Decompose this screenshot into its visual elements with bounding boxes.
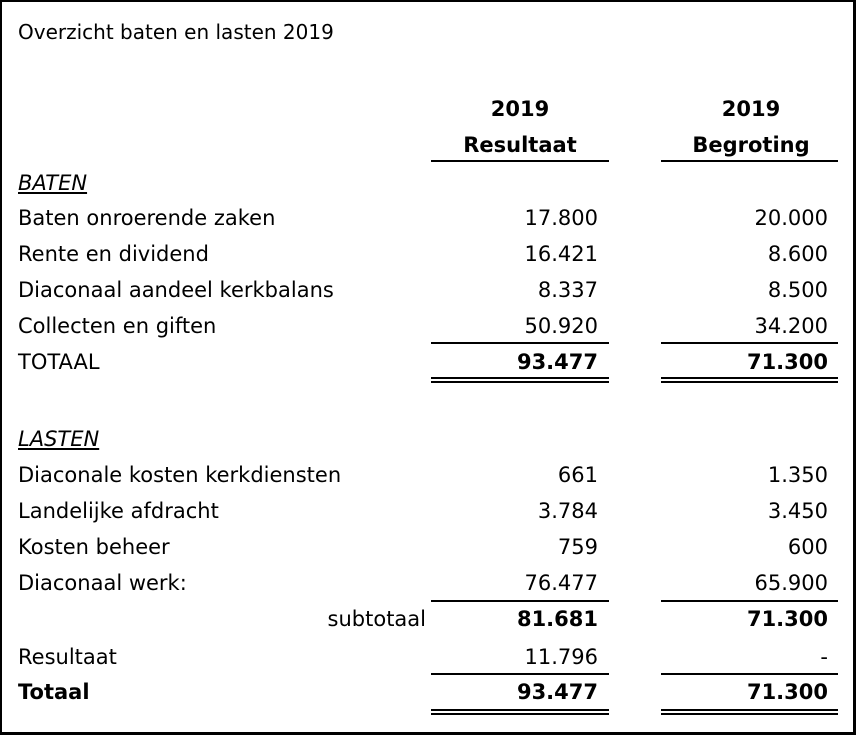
column-header-begroting-year: 2019	[721, 97, 781, 121]
total-rule-resultaat	[431, 673, 609, 675]
total-value-begroting: 71.300	[746, 680, 828, 704]
subtotal-value-resultaat: 81.681	[516, 607, 598, 631]
row-value-begroting: 34.200	[754, 314, 828, 338]
subtotal-value-begroting: 71.300	[746, 607, 828, 631]
total-label: Totaal	[18, 680, 90, 704]
row-value-resultaat: 50.920	[524, 314, 598, 338]
row-label: Landelijke afdracht	[18, 499, 219, 523]
double-rule-bottom-resultaat	[431, 381, 609, 383]
double-rule-top-resultaat	[431, 709, 609, 711]
row-label: Rente en dividend	[18, 242, 209, 266]
row-label: Diaconaal aandeel kerkbalans	[18, 278, 334, 302]
subtotal-rule-resultaat	[431, 600, 609, 602]
total-value-resultaat: 93.477	[516, 350, 598, 374]
row-value-resultaat: 16.421	[524, 242, 598, 266]
row-value-resultaat: 661	[557, 463, 598, 487]
double-rule-top-begroting	[661, 709, 838, 711]
row-value-begroting: 8.600	[767, 242, 828, 266]
section-heading-lasten: LASTEN	[18, 427, 100, 451]
column-header-resultaat: Resultaat	[463, 133, 577, 157]
header-underline-begroting	[661, 160, 838, 162]
row-value-resultaat: 759	[557, 535, 598, 559]
row-label: Collecten en giften	[18, 314, 217, 338]
header-underline-resultaat	[431, 160, 609, 162]
row-value-begroting: 8.500	[767, 278, 828, 302]
page-title: Overzicht baten en lasten 2019	[18, 20, 334, 44]
row-label: Resultaat	[18, 645, 117, 669]
row-value-resultaat: 8.337	[537, 278, 598, 302]
total-value-resultaat: 93.477	[516, 680, 598, 704]
total-rule-resultaat	[431, 342, 609, 344]
total-rule-begroting	[661, 342, 838, 344]
total-label: TOTAAL	[18, 350, 100, 374]
row-label: Baten onroerende zaken	[18, 206, 276, 230]
double-rule-top-resultaat	[431, 377, 609, 379]
row-value-begroting: 600	[787, 535, 828, 559]
section-heading-baten: BATEN	[18, 171, 88, 195]
column-header-begroting: Begroting	[692, 133, 810, 157]
row-label: Diaconaal werk:	[18, 571, 187, 595]
subtotal-label: subtotaal	[327, 607, 426, 631]
row-label: Diaconale kosten kerkdiensten	[18, 463, 342, 487]
row-value-resultaat: 17.800	[524, 206, 598, 230]
row-label: Kosten beheer	[18, 535, 170, 559]
row-value-resultaat: 3.784	[537, 499, 598, 523]
double-rule-bottom-begroting	[661, 381, 838, 383]
double-rule-bottom-begroting	[661, 713, 838, 715]
subtotal-rule-begroting	[661, 600, 838, 602]
double-rule-bottom-resultaat	[431, 713, 609, 715]
double-rule-top-begroting	[661, 377, 838, 379]
row-value-resultaat: 76.477	[524, 571, 598, 595]
row-value-begroting: 20.000	[754, 206, 828, 230]
row-value-begroting: 3.450	[767, 499, 828, 523]
row-value-begroting: -	[820, 645, 828, 669]
row-value-begroting: 65.900	[754, 571, 828, 595]
total-rule-begroting	[661, 673, 838, 675]
total-value-begroting: 71.300	[746, 350, 828, 374]
row-value-begroting: 1.350	[767, 463, 828, 487]
column-header-resultaat-year: 2019	[490, 97, 550, 121]
row-value-resultaat: 11.796	[524, 645, 598, 669]
